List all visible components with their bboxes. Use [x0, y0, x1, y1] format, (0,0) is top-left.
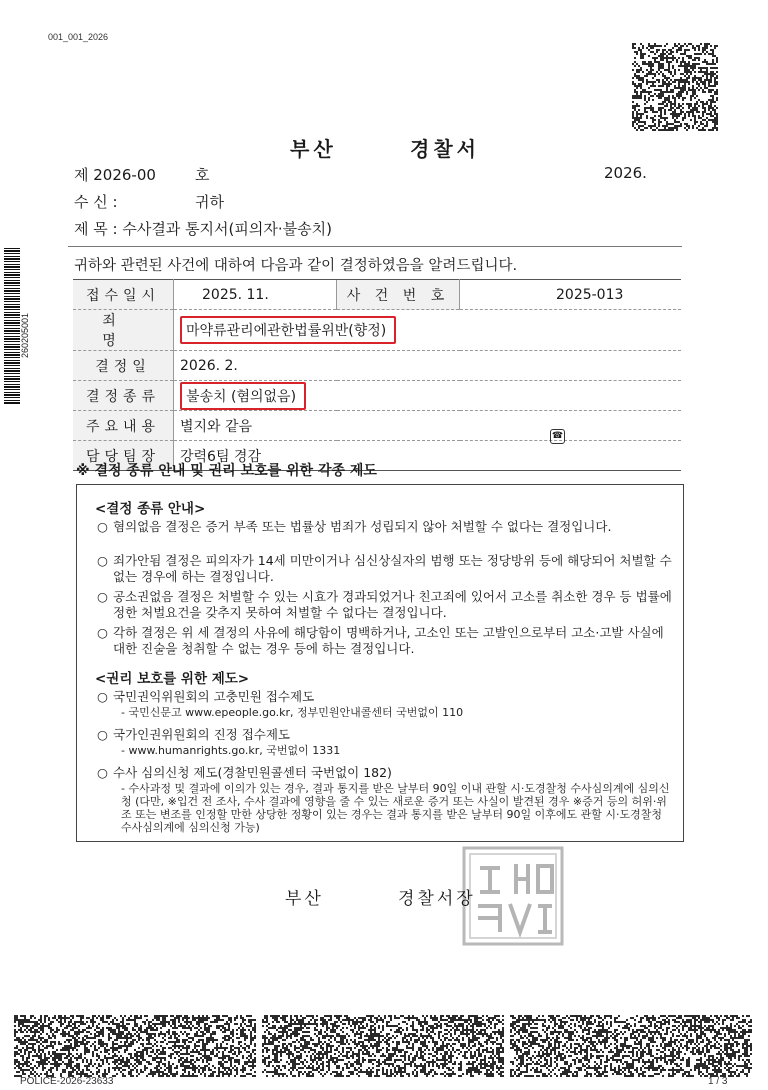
- title-city: 부산: [290, 137, 337, 161]
- circle-bullet-icon: ○: [97, 625, 108, 640]
- notice-title: ※ 결정 종류 안내 및 권리 보호를 위한 각종 제도: [76, 463, 377, 479]
- guide-item-text: 각하 결정은 위 세 결정의 사유에 해당함이 명백하거나, 고소인 또는 고발인으로부터 고소·고발 사실에 대한 진술을 청취할 수 없는 경우 등에 하는 결정입니다.: [113, 625, 664, 656]
- recipient-value: 귀하: [195, 193, 224, 211]
- doc-date: 2026.: [604, 164, 647, 182]
- circle-bullet-icon: ○: [97, 689, 108, 704]
- circle-bullet-icon: ○: [97, 727, 108, 742]
- table-row: [73, 310, 681, 351]
- table-row: [73, 351, 681, 381]
- rights-item-title: 수사 심의신청 제도(경찰민원콜센터 국번없이 182): [113, 765, 392, 780]
- decision-date-value: 2026. 2.: [174, 351, 682, 381]
- doc-number-suffix: 호: [195, 166, 210, 184]
- table-row: [73, 381, 681, 411]
- circle-bullet-icon: ○: [97, 765, 108, 780]
- case-info-table: [73, 279, 681, 471]
- document-id: 001_001_2026: [48, 32, 109, 42]
- rights-item-title: 국민권익위원회의 고충민원 접수제도: [113, 689, 315, 704]
- case-number-label: 사 건 번 호: [337, 280, 460, 310]
- officer-value: 강력6팀 경감: [174, 441, 682, 471]
- rights-item-title: 국가인권위원회의 진정 접수제도: [113, 727, 290, 742]
- circle-bullet-icon: ○: [97, 553, 108, 568]
- guide-item-text: 혐의없음 결정은 증거 부족 또는 법률상 범죄가 성립되지 않아 처벌할 수 없다는 결정입니다.: [113, 519, 612, 534]
- qr-band-1: [14, 1015, 256, 1077]
- decision-date-label: 결정일: [73, 351, 174, 381]
- guide-item-text: 공소권없음 결정은 처벌할 수 있는 시효가 경과되었거나 친고죄에 있어서 고소를 취소한 경우 등 법률에 정한 처벌요건을 갖추지 못하여 처벌할 수 없다는 결정입니다.: [113, 589, 672, 620]
- rights-item-detail: - 수사과정 및 결과에 이의가 있는 경우, 결과 통지를 받은 날부터 90일 이내 관할 시·도경찰청 수사심의계에 심의신청 (다만, ※입건 전 조사, 수사 결과에 영향을 줄 수 있는 새로운 증거 또는 사실이 발견된 경우 ※증거 등의 허위·위조 또는 변조를 인정할 만한 상당한 정황이 있는 경우는 결과 통지를 받은 날부터 90일 이후에도 관할 시·도경찰청 수사심의계에 심의신청 가능): [121, 782, 670, 834]
- decision-type-value: 불송치 (혐의없음): [180, 382, 306, 410]
- qr-code-top: [632, 43, 718, 131]
- subject: 제 목 : 수사결과 통지서(피의자·불송치): [74, 220, 332, 238]
- charge-label: 죄 명: [73, 310, 174, 351]
- guide-item: [97, 589, 675, 621]
- rights-item-detail: - 국민신문고 www.epeople.go.kr, 정부민원안내콜센터 국번없이 110: [121, 706, 464, 719]
- decision-type-label: 결정종류: [73, 381, 174, 411]
- guide-item-text: 죄가안됨 결정은 피의자가 14세 미만이거나 심신상실자의 범행 또는 정당방위 등에 해당되어 처벌할 수 없는 경우에 하는 결정입니다.: [113, 553, 672, 584]
- officer-label: 담당팀장: [73, 441, 174, 471]
- guide-item: [97, 553, 675, 585]
- receipt-date-value: 2025. 11.: [174, 280, 337, 310]
- guide-heading: <결정 종류 안내>: [95, 501, 206, 517]
- table-row: [73, 280, 681, 310]
- rights-heading: <권리 보호를 위한 제도>: [95, 671, 250, 687]
- phone-icon: ☎: [550, 429, 565, 444]
- rights-item: [97, 727, 675, 743]
- charge-cell: [174, 310, 682, 351]
- circle-bullet-icon: ○: [97, 519, 108, 534]
- details-label: 주요내용: [73, 411, 174, 441]
- qr-band-3: [510, 1015, 752, 1077]
- table-row: [73, 411, 681, 441]
- footer-city: 부산: [285, 889, 324, 909]
- official-seal: [462, 846, 564, 946]
- footer-chief: 경찰서장: [398, 889, 476, 909]
- charge-value: 마약류관리에관한법률위반(향정): [180, 316, 396, 344]
- details-value: 별지와 같음: [174, 411, 682, 441]
- rights-item: [97, 765, 675, 781]
- title-office: 경찰서: [410, 137, 480, 161]
- rights-item: [97, 689, 675, 705]
- guide-box: [76, 484, 684, 842]
- guide-item: [97, 625, 675, 657]
- page-number: 1 / 3: [708, 1076, 728, 1087]
- doc-number: 제 2026-00: [74, 166, 156, 184]
- qr-band-2: [262, 1015, 504, 1077]
- recipient-label: 수 신 :: [74, 193, 118, 211]
- barcode-left: [4, 248, 20, 404]
- case-number-value: 2025-013: [460, 280, 682, 310]
- header-divider: [68, 246, 682, 247]
- guide-item: [97, 519, 675, 535]
- rights-item-detail: - www.humanrights.go.kr, 국번없이 1331: [121, 744, 341, 757]
- receipt-date-label: 접수일시: [73, 280, 174, 310]
- intro-text: 귀하와 관련된 사건에 대하여 다음과 같이 결정하였음을 알려드립니다.: [74, 258, 518, 274]
- decision-type-cell: [174, 381, 682, 411]
- document-serial: POLICE-2026-23633: [20, 1076, 114, 1087]
- circle-bullet-icon: ○: [97, 589, 108, 604]
- barcode-number: 260205001: [20, 312, 30, 358]
